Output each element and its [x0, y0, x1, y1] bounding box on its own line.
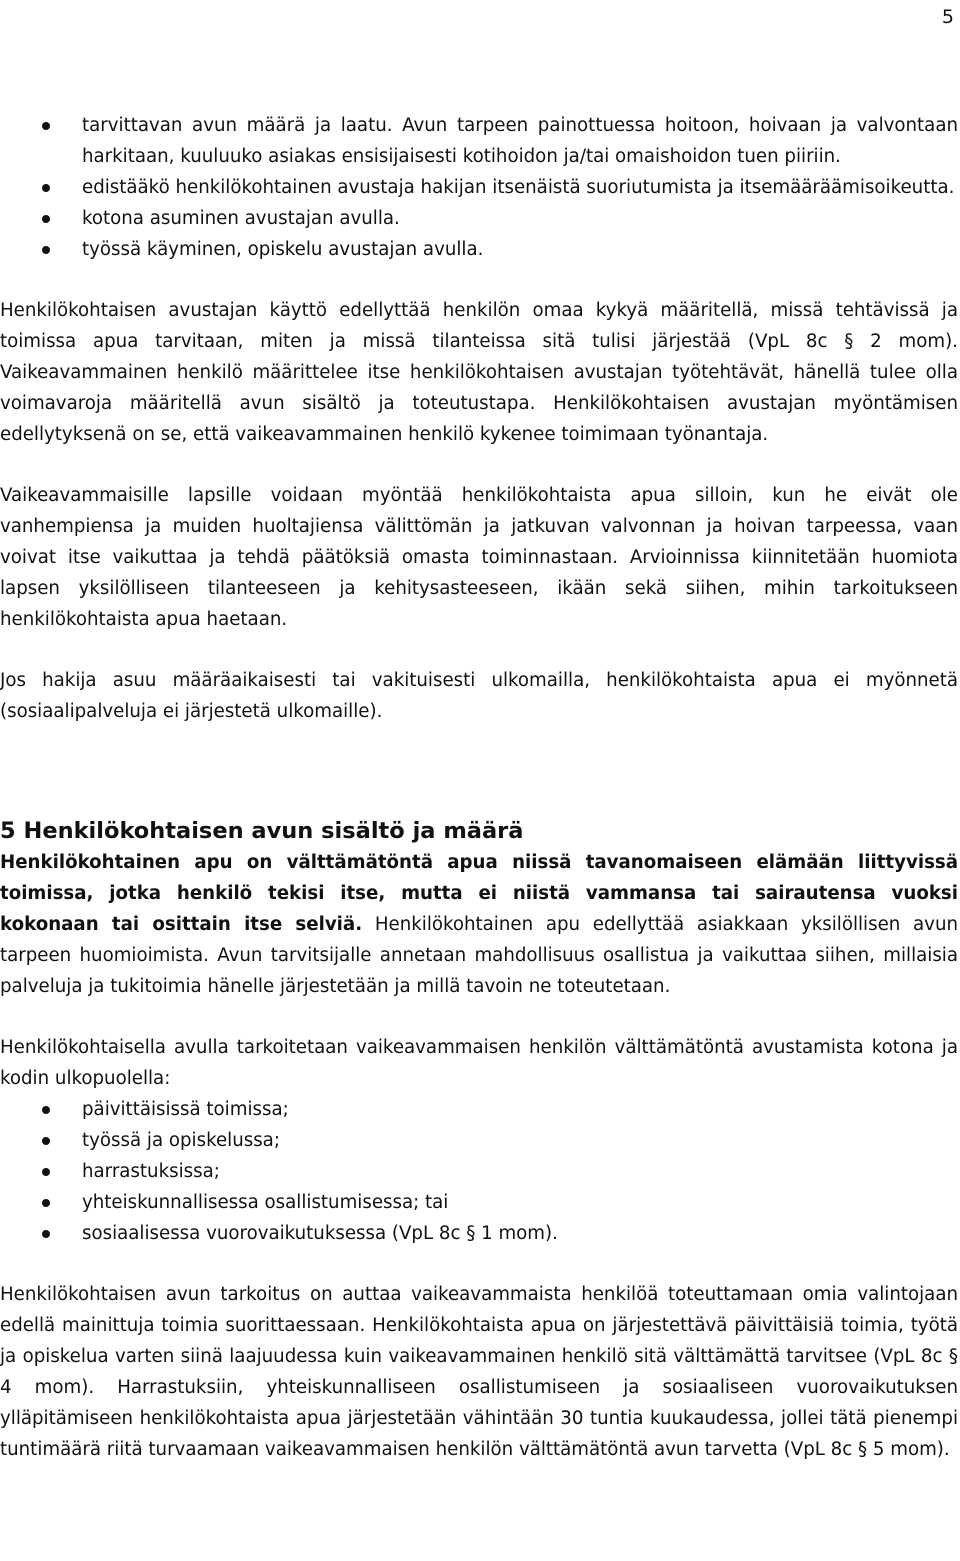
bullet-icon: [42, 246, 50, 254]
list-item: [0, 1218, 958, 1249]
bullet-icon: [42, 1168, 50, 1176]
definition-text: Henkilökohtainen apu edellyttää asiakkaan yksilöllisen avun tarpeen huomioimista. Avun tarvitsijalle annetaan mahdollisuus osallistua ja vaikuttaa siihen, millaisia palveluja ja tukitoimia hänelle järjestetään ja millä tavoin ne toteutetaan.: [0, 914, 958, 997]
document-body: [0, 110, 958, 1465]
paragraph-assistant-use: Henkilökohtaisen avustajan käyttö edellyttää henkilön omaa kykyä määritellä, missä tehtävissä ja toimissa apua tarvitaan, miten ja missä tilanteissa sitä tulisi järjestää (VpL 8c § 2 mom). Vaikeavammainen henkilö määrittelee itse henkilökohtaisen avustajan työtehtävät, hänellä tulee olla voimavaroja määritellä avun sisältö ja toteutustapa. Henkilökohtaisen avustajan myöntämisen edellytyksenä on se, että vaikeavammainen henkilö kykenee toimimaan työnantaja.: [0, 300, 958, 445]
list-item-text: päivittäisissä toimissa;: [82, 1099, 289, 1120]
paragraph-purpose-intro: Henkilökohtaisella avulla tarkoitetaan vaikeavammaisen henkilön välttämätöntä avustamista kotona ja kodin ulkopuolella:: [0, 1037, 958, 1089]
list-item-text: tarvittavan avun määrä ja laatu. Avun tarpeen painottuessa hoitoon, hoivaan ja valvontaan harkitaan, kuuluuko asiakas ensisijaisesti kotihoidon ja/tai omaishoidon tuen piiriin.: [82, 115, 958, 167]
list-item: [0, 1125, 958, 1156]
page-number: 5: [941, 6, 954, 28]
list-item-text: kotona asuminen avustajan avulla.: [82, 208, 400, 229]
list-item: [0, 110, 958, 172]
bullet-icon: [42, 184, 50, 192]
paragraph-children: Vaikeavammaisille lapsille voidaan myöntää henkilökohtaista apua silloin, kun he eivät ole vanhempiensa ja muiden huoltajiensa välittömän ja jatkuvan valvonnan ja hoivan tarpeessa, vaan voivat itse vaikuttaa ja tehdä päätöksiä omasta toiminnastaan. Arvioinnissa kiinnitetään huomiota lapsen yksilölliseen tilanteeseen ja kehitysasteeseen, ikään sekä siihen, mihin tarkoitukseen henkilökohtaista apua haetaan.: [0, 485, 958, 630]
list-item: [0, 1156, 958, 1187]
list-item-text: työssä käyminen, opiskelu avustajan avulla.: [82, 239, 484, 260]
bullet-icon: [42, 1199, 50, 1207]
paragraph-purpose: Henkilökohtaisen avun tarkoitus on auttaa vaikeavammaista henkilöä toteuttamaan omia valintojaan edellä mainittuja toimia suorittaessaan. Henkilökohtaista apua on järjestettävä päivittäisiä toimia, työtä ja opiskelua varten siinä laajuudessa kuin vaikeavammainen henkilö sitä välttämättä tarvitsee (VpL 8c § 4 mom). Harrastuksiin, yhteiskunnalliseen osallistumiseen ja sosiaaliseen vuorovaikutuksen ylläpitämiseen henkilökohtaista apua järjestetään vähintään 30 tuntia kuukaudessa, jollei tätä pienempi tuntimäärä riitä turvaamaan vaikeavammaisen henkilön välttämätöntä avun tarvetta (VpL 8c § 5 mom).: [0, 1284, 958, 1460]
list-item: [0, 172, 958, 203]
list-item-text: sosiaalisessa vuorovaikutuksessa (VpL 8c § 1 mom).: [82, 1223, 558, 1244]
list-item: [0, 234, 958, 265]
paragraph-abroad: Jos hakija asuu määräaikaisesti tai vakituisesti ulkomailla, henkilökohtaista apua ei myönnetä (sosiaalipalveluja ei järjestetä ulkomaille).: [0, 670, 958, 722]
list-item-text: työssä ja opiskelussa;: [82, 1130, 280, 1151]
criteria-list: [0, 110, 958, 265]
section-heading: 5 Henkilökohtaisen avun sisältö ja määrä: [0, 818, 524, 844]
list-item-text: edistääkö henkilökohtainen avustaja hakijan itsenäistä suoriutumista ja itsemääräämisoikeutta.: [82, 177, 955, 198]
list-item-text: harrastuksissa;: [82, 1161, 220, 1182]
paragraph-definition: [0, 847, 958, 1002]
activities-list: [0, 1094, 958, 1249]
bullet-icon: [42, 1137, 50, 1145]
definition-bold-text: Henkilökohtainen apu on välttämätöntä apua niissä tavanomaiseen elämään liittyvissä toimissa, jotka henkilö tekisi itse, mutta ei niistä vammansa tai sairautensa vuoksi kokonaan tai osittain itse selviä.: [0, 852, 958, 935]
bullet-icon: [42, 215, 50, 223]
bullet-icon: [42, 1230, 50, 1238]
list-item: [0, 1094, 958, 1125]
list-item: [0, 203, 958, 234]
list-item-text: yhteiskunnallisessa osallistumisessa; tai: [82, 1192, 449, 1213]
bullet-icon: [42, 1106, 50, 1114]
list-item: [0, 1187, 958, 1218]
bullet-icon: [42, 122, 50, 130]
